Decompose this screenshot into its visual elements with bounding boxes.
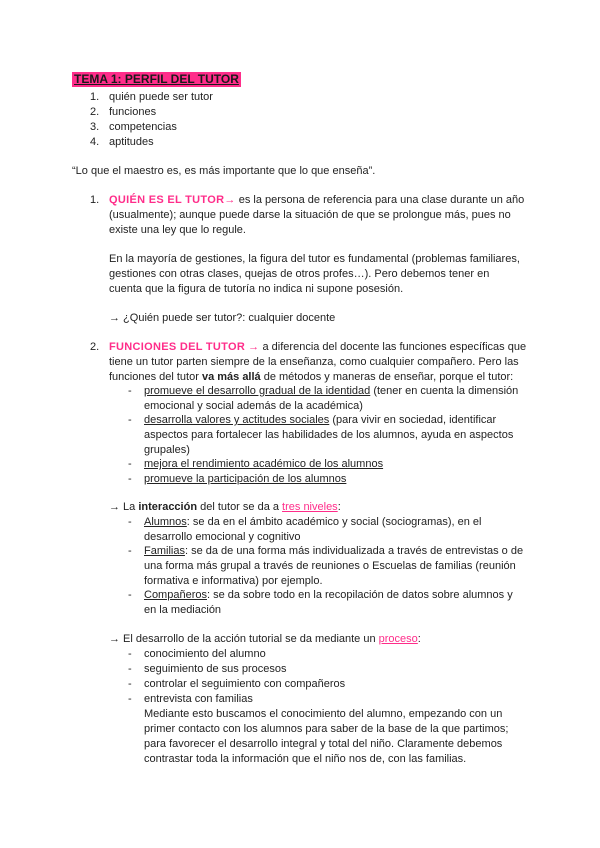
section-1-text: es la persona de referencia para una clase durante un año: [235, 194, 525, 206]
section-1-intro: [109, 193, 524, 208]
section-2-heading: FUNCIONES DEL TUTOR: [109, 341, 246, 353]
text-run: :: [417, 633, 421, 645]
process-step: conocimiento del alumno: [144, 648, 266, 660]
outline-num: 3.: [90, 121, 100, 133]
process-step: seguimiento de sus procesos: [144, 663, 287, 675]
section-2-intro: [109, 340, 526, 355]
quote: “Lo que el maestro es, es más importante que lo que enseña”.: [72, 165, 376, 177]
bullet-dash: -: [128, 693, 132, 705]
outline-item: aptitudes: [109, 136, 154, 148]
text-run: (para vivir en sociedad, identificar: [329, 414, 497, 426]
function-item-text: grupales): [144, 444, 190, 456]
process-note: para favorecer el desarrollo integral y total del niño. Claramente debemos: [144, 738, 503, 750]
bullet-dash: -: [128, 385, 132, 397]
bullet-dash: -: [128, 473, 132, 485]
text-run: (tener en cuenta la dimensión: [370, 385, 519, 397]
bullet-dash: -: [128, 663, 132, 675]
text-run: : se da sobre todo en la recopilación de datos sobre alumnos y: [206, 589, 513, 601]
function-item: [144, 413, 496, 428]
bold-text: va más allá: [201, 371, 261, 383]
function-item: [144, 384, 518, 399]
function-item: promueve la participación de los alumnos: [144, 473, 347, 485]
level-item-text: en la mediación: [144, 604, 222, 616]
bullet-dash: -: [128, 545, 132, 557]
section-1-paragraph: gestiones con otras clases, quejas de otros profes…). Pero debemos tener en: [109, 268, 490, 280]
bold-text: interacción: [138, 501, 198, 513]
section-2-text: tiene un tutor parten siempre de la enseñanza, como cualquier compañero. Pero las: [109, 356, 519, 368]
function-item-text: aspectos para fortalecer las habilidades de los alumnos, ayuda en aspectos: [144, 429, 514, 441]
proceso-link[interactable]: proceso: [378, 633, 418, 645]
section-1-question: → ¿Quién puede ser tutor?: cualquier docente: [109, 312, 336, 324]
underlined-text: desarrolla valores y actitudes sociales: [144, 414, 330, 426]
process-note: primer contacto con los alumnos para saber de la base de la que partimos;: [144, 723, 509, 735]
section-1-paragraph: En la mayoría de gestiones, la figura del tutor es fundamental (problemas familiares,: [109, 253, 520, 265]
interaction-intro: [109, 500, 341, 515]
underlined-text: Alumnos: [144, 516, 187, 528]
function-item-text: emocional y social además de la académica): [144, 400, 363, 412]
section-1-heading: QUIÉN ES EL TUTOR: [109, 194, 225, 206]
process-note: contrastar toda la información que el niño nos de, con las familias.: [144, 753, 467, 765]
section-1-text: (usualmente); aunque puede darse la situación de que se prolongue más, pues no: [109, 209, 511, 221]
underlined-text: Familias: [144, 545, 185, 557]
underlined-text: promueve el desarrollo gradual de la identidad: [144, 385, 371, 397]
outline-item: quién puede ser tutor: [109, 91, 213, 103]
section-1-text: existe una ley que lo regule.: [109, 224, 246, 236]
bullet-dash: -: [128, 516, 132, 528]
bullet-dash: -: [128, 648, 132, 660]
level-item-text: formativa e informativa) por ejemplo.: [144, 575, 323, 587]
level-item-text: desarrollo emocional y cognitivo: [144, 531, 301, 543]
bullet-dash: -: [128, 414, 132, 426]
section-2-text: [109, 370, 513, 385]
outline-item: funciones: [109, 106, 157, 118]
underlined-text: Compañeros: [144, 589, 207, 601]
section-1-paragraph: cuenta que la figura de tutoría no indica ni supone posesión.: [109, 283, 404, 295]
outline-num: 2.: [90, 106, 100, 118]
outline-num: 4.: [90, 136, 100, 148]
level-item: [144, 544, 523, 559]
text-run: → El desarrollo de la acción tutorial se da mediante un: [109, 633, 379, 645]
tres-niveles-link[interactable]: tres niveles: [282, 501, 338, 513]
text-run: funciones del tutor: [109, 371, 202, 383]
bullet-dash: -: [128, 589, 132, 601]
function-item: mejora el rendimiento académico de los alumnos: [144, 458, 384, 470]
outline-item: competencias: [109, 121, 177, 133]
text-run: de métodos y maneras de enseñar, porque el tutor:: [260, 371, 514, 383]
bullet-dash: -: [128, 678, 132, 690]
section-number: 2.: [90, 341, 100, 353]
level-item: [144, 515, 482, 530]
arrow-icon: →: [224, 194, 236, 206]
arrow-icon: →: [248, 341, 260, 353]
level-item-text: una forma más grupal a través de reuniones o Escuelas de familias (reunión: [144, 560, 516, 572]
process-note: Mediante esto buscamos el conocimiento del alumno, empezando con un: [144, 708, 503, 720]
outline-num: 1.: [90, 91, 100, 103]
process-step: entrevista con familias: [144, 693, 253, 705]
level-item: [144, 588, 513, 603]
bullet-dash: -: [128, 458, 132, 470]
text-run: del tutor se da a: [197, 501, 283, 513]
process-intro: [109, 632, 421, 647]
section-2-text: a diferencia del docente las funciones específicas que: [259, 341, 527, 353]
process-step: controlar el seguimiento con compañeros: [144, 678, 346, 690]
text-run: → La: [109, 501, 139, 513]
section-number: 1.: [90, 194, 100, 206]
page-title: TEMA 1: PERFIL DEL TUTOR: [74, 72, 239, 86]
text-run: : se da de una forma más individualizada a través de entrevistas o de: [184, 545, 524, 557]
text-run: :: [337, 501, 341, 513]
text-run: : se da en el ámbito académico y social (sociogramas), en el: [186, 516, 482, 528]
